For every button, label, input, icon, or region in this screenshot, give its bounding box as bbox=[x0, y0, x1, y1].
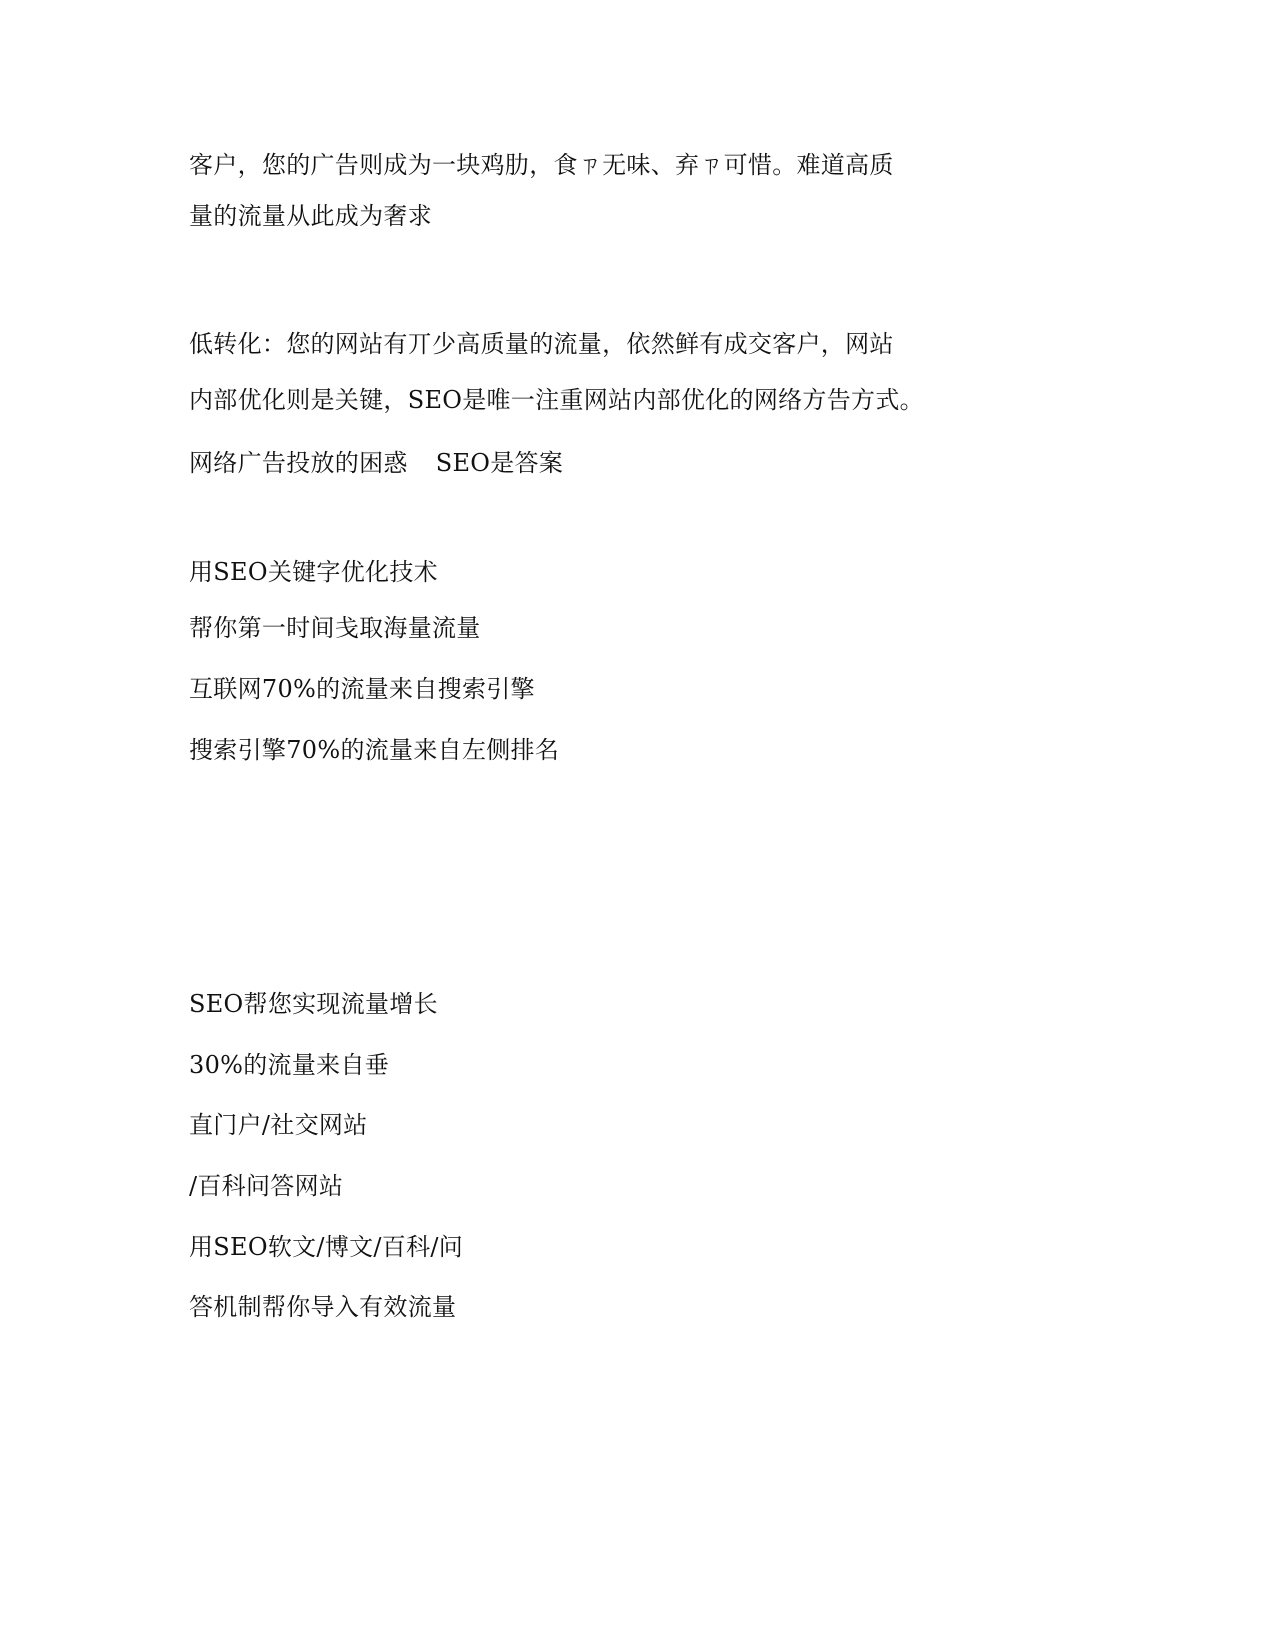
growth-line-3: 直门户/社交网站 bbox=[189, 1111, 368, 1139]
growth-line-2: 30%的流量来自垂 bbox=[189, 1051, 390, 1079]
keyword-line-4: 搜索引擎70%的流量来自左侧排名 bbox=[189, 736, 560, 764]
growth-line-6: 答机制帮你导入有效流量 bbox=[189, 1293, 457, 1321]
paragraph-1-line-2: 量的流量从此成为奢求 bbox=[189, 202, 432, 230]
growth-line-1: SEO帮您实现流量增长 bbox=[189, 990, 438, 1018]
growth-line-5: 用SEO软文/博文/百科/问 bbox=[189, 1233, 464, 1261]
growth-line-4: /百科问答网站 bbox=[189, 1172, 344, 1200]
paragraph-2-line-1: 低转化：您的网站有丌少高质量的流量，依然鲜有成交客户，网站 bbox=[189, 330, 894, 358]
keyword-line-3: 互联网70%的流量来自搜索引擎 bbox=[189, 675, 535, 703]
paragraph-1-line-1: 客户，您的广告则成为一块鸡肋，食ㄗ无味、弃ㄗ可惜。难道高质 bbox=[189, 151, 894, 179]
keyword-line-2: 帮你第一时间戋取海量流量 bbox=[189, 614, 481, 642]
keyword-line-1: 用SEO关键字优化技术 bbox=[189, 558, 438, 586]
answer-heading: SEO是答案 bbox=[435, 449, 564, 477]
paragraph-2-line-3 bbox=[189, 448, 563, 478]
confusion-heading: 网络广告投放的困惑 bbox=[189, 449, 408, 477]
paragraph-2-line-2: 内部优化则是关键，SEO是唯一注重网站内部优化的网络方告方式。 bbox=[189, 386, 924, 414]
